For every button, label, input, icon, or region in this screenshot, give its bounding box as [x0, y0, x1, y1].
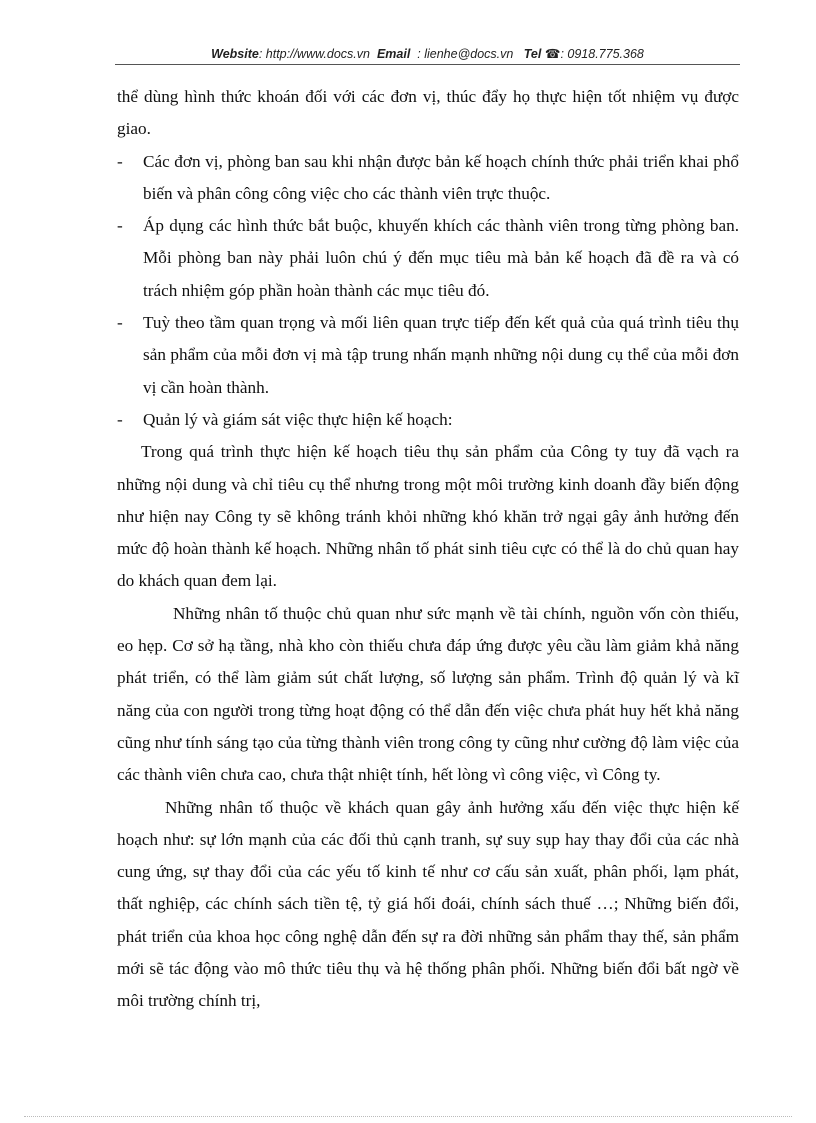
tel-label: Tel: [523, 47, 542, 61]
phone-icon: ☎: [544, 47, 561, 61]
bullet-dash: -: [117, 409, 123, 429]
document-body: [117, 81, 739, 1018]
list-item-text: Tuỳ theo tầm quan trọng và mối liên quan trực tiếp đến kết quả của quá trình tiêu thụ sản phẩm của mỗi đơn vị mà tập trung nhấn mạnh những nội dung cụ thể của mỗi đơn vị cần hoàn thành.: [143, 313, 739, 397]
list-item: [117, 146, 739, 211]
bullet-dash: -: [117, 313, 123, 333]
website-value: : http://www.docs.vn: [258, 47, 370, 61]
bullet-dash: -: [117, 151, 123, 171]
list-item-text: Áp dụng các hình thức bắt buộc, khuyến khích các thành viên trong từng phòng ban. Mỗi phòng ban này phải luôn chú ý đến mục tiêu mà bản kế hoạch đã đề ra và có trách nhiệm góp phần hoàn thành các mục tiêu đó.: [143, 216, 739, 300]
bullet-dash: -: [117, 216, 123, 236]
paragraph: Những nhân tố thuộc về khách quan gây ảnh hưởng xấu đến việc thực hiện kế hoạch như: sự lớn mạnh của các đối thủ cạnh tranh, sự suy sụp hay thay đổi của các nhà cung ứng, sự thay đổi của các yếu tố kinh tế như cơ cấu sản xuất, phân phối, lạm phát, thất nghiệp, các chính sách tiền tệ, tỷ giá hối đoái, chính sách thuế …; Những biến đổi, phát triển của khoa học công nghệ dẫn đến sự ra đời những sản phẩm thay thế, sản phẩm mới sẽ tác động vào mô thức tiêu thụ và hệ thống phân phối. Những biến đổi bất ngờ về môi trường chính trị,: [117, 797, 739, 1011]
paragraph: Những nhân tố thuộc chủ quan như sức mạnh về tài chính, nguồn vốn còn thiếu, eo hẹp. Cơ sở hạ tầng, nhà kho còn thiếu chưa đáp ứng được yêu cầu làm giảm khả năng phát triển, có thể làm giảm sút chất lượng, số lượng sản phẩm. Trình độ quản lý và kĩ năng của con người trong từng hoạt động có thể dẫn đến việc chưa phát huy hết khả năng cũng như tính sáng tạo của từng thành viên trong công ty cũng như cường độ làm việc của các thành viên chưa cao, chưa thật nhiệt tính, hết lòng vì công việc, vì Công ty.: [117, 603, 739, 785]
list-item-text: Quản lý và giám sát việc thực hiện kế hoạch:: [143, 409, 453, 429]
paragraph-continuation: thể dùng hình thức khoán đối với các đơn vị, thúc đẩy họ thực hiện tốt nhiệm vụ được giao.: [117, 87, 739, 139]
email-label: Email: [376, 47, 411, 61]
website-label: Website: [211, 47, 259, 61]
list-item: [117, 307, 739, 404]
header-divider: [115, 64, 740, 65]
page-header: [115, 46, 740, 61]
tel-value: : 0918.775.368: [560, 47, 644, 61]
email-value: : lienhe@docs.vn: [417, 47, 514, 61]
paragraph: Trong quá trình thực hiện kế hoạch tiêu thụ sản phẩm của Công ty tuy đã vạch ra những nội dung và chỉ tiêu cụ thể nhưng trong một môi trường kinh doanh đầy biến động như hiện nay Công ty sẽ không tránh khỏi những khó khăn trở ngại gây ảnh hưởng đến mức độ hoàn thành kế hoạch. Những nhân tố phát sinh tiêu cực có thể là do chủ quan hay do khách quan đem lại.: [117, 442, 739, 591]
footer-divider: [24, 1116, 792, 1117]
list-item: [117, 404, 739, 436]
list-item-text: Các đơn vị, phòng ban sau khi nhận được bản kế hoạch chính thức phải triển khai phổ biến và phân công công việc cho các thành viên trực thuộc.: [143, 151, 739, 203]
list-item: [117, 210, 739, 307]
